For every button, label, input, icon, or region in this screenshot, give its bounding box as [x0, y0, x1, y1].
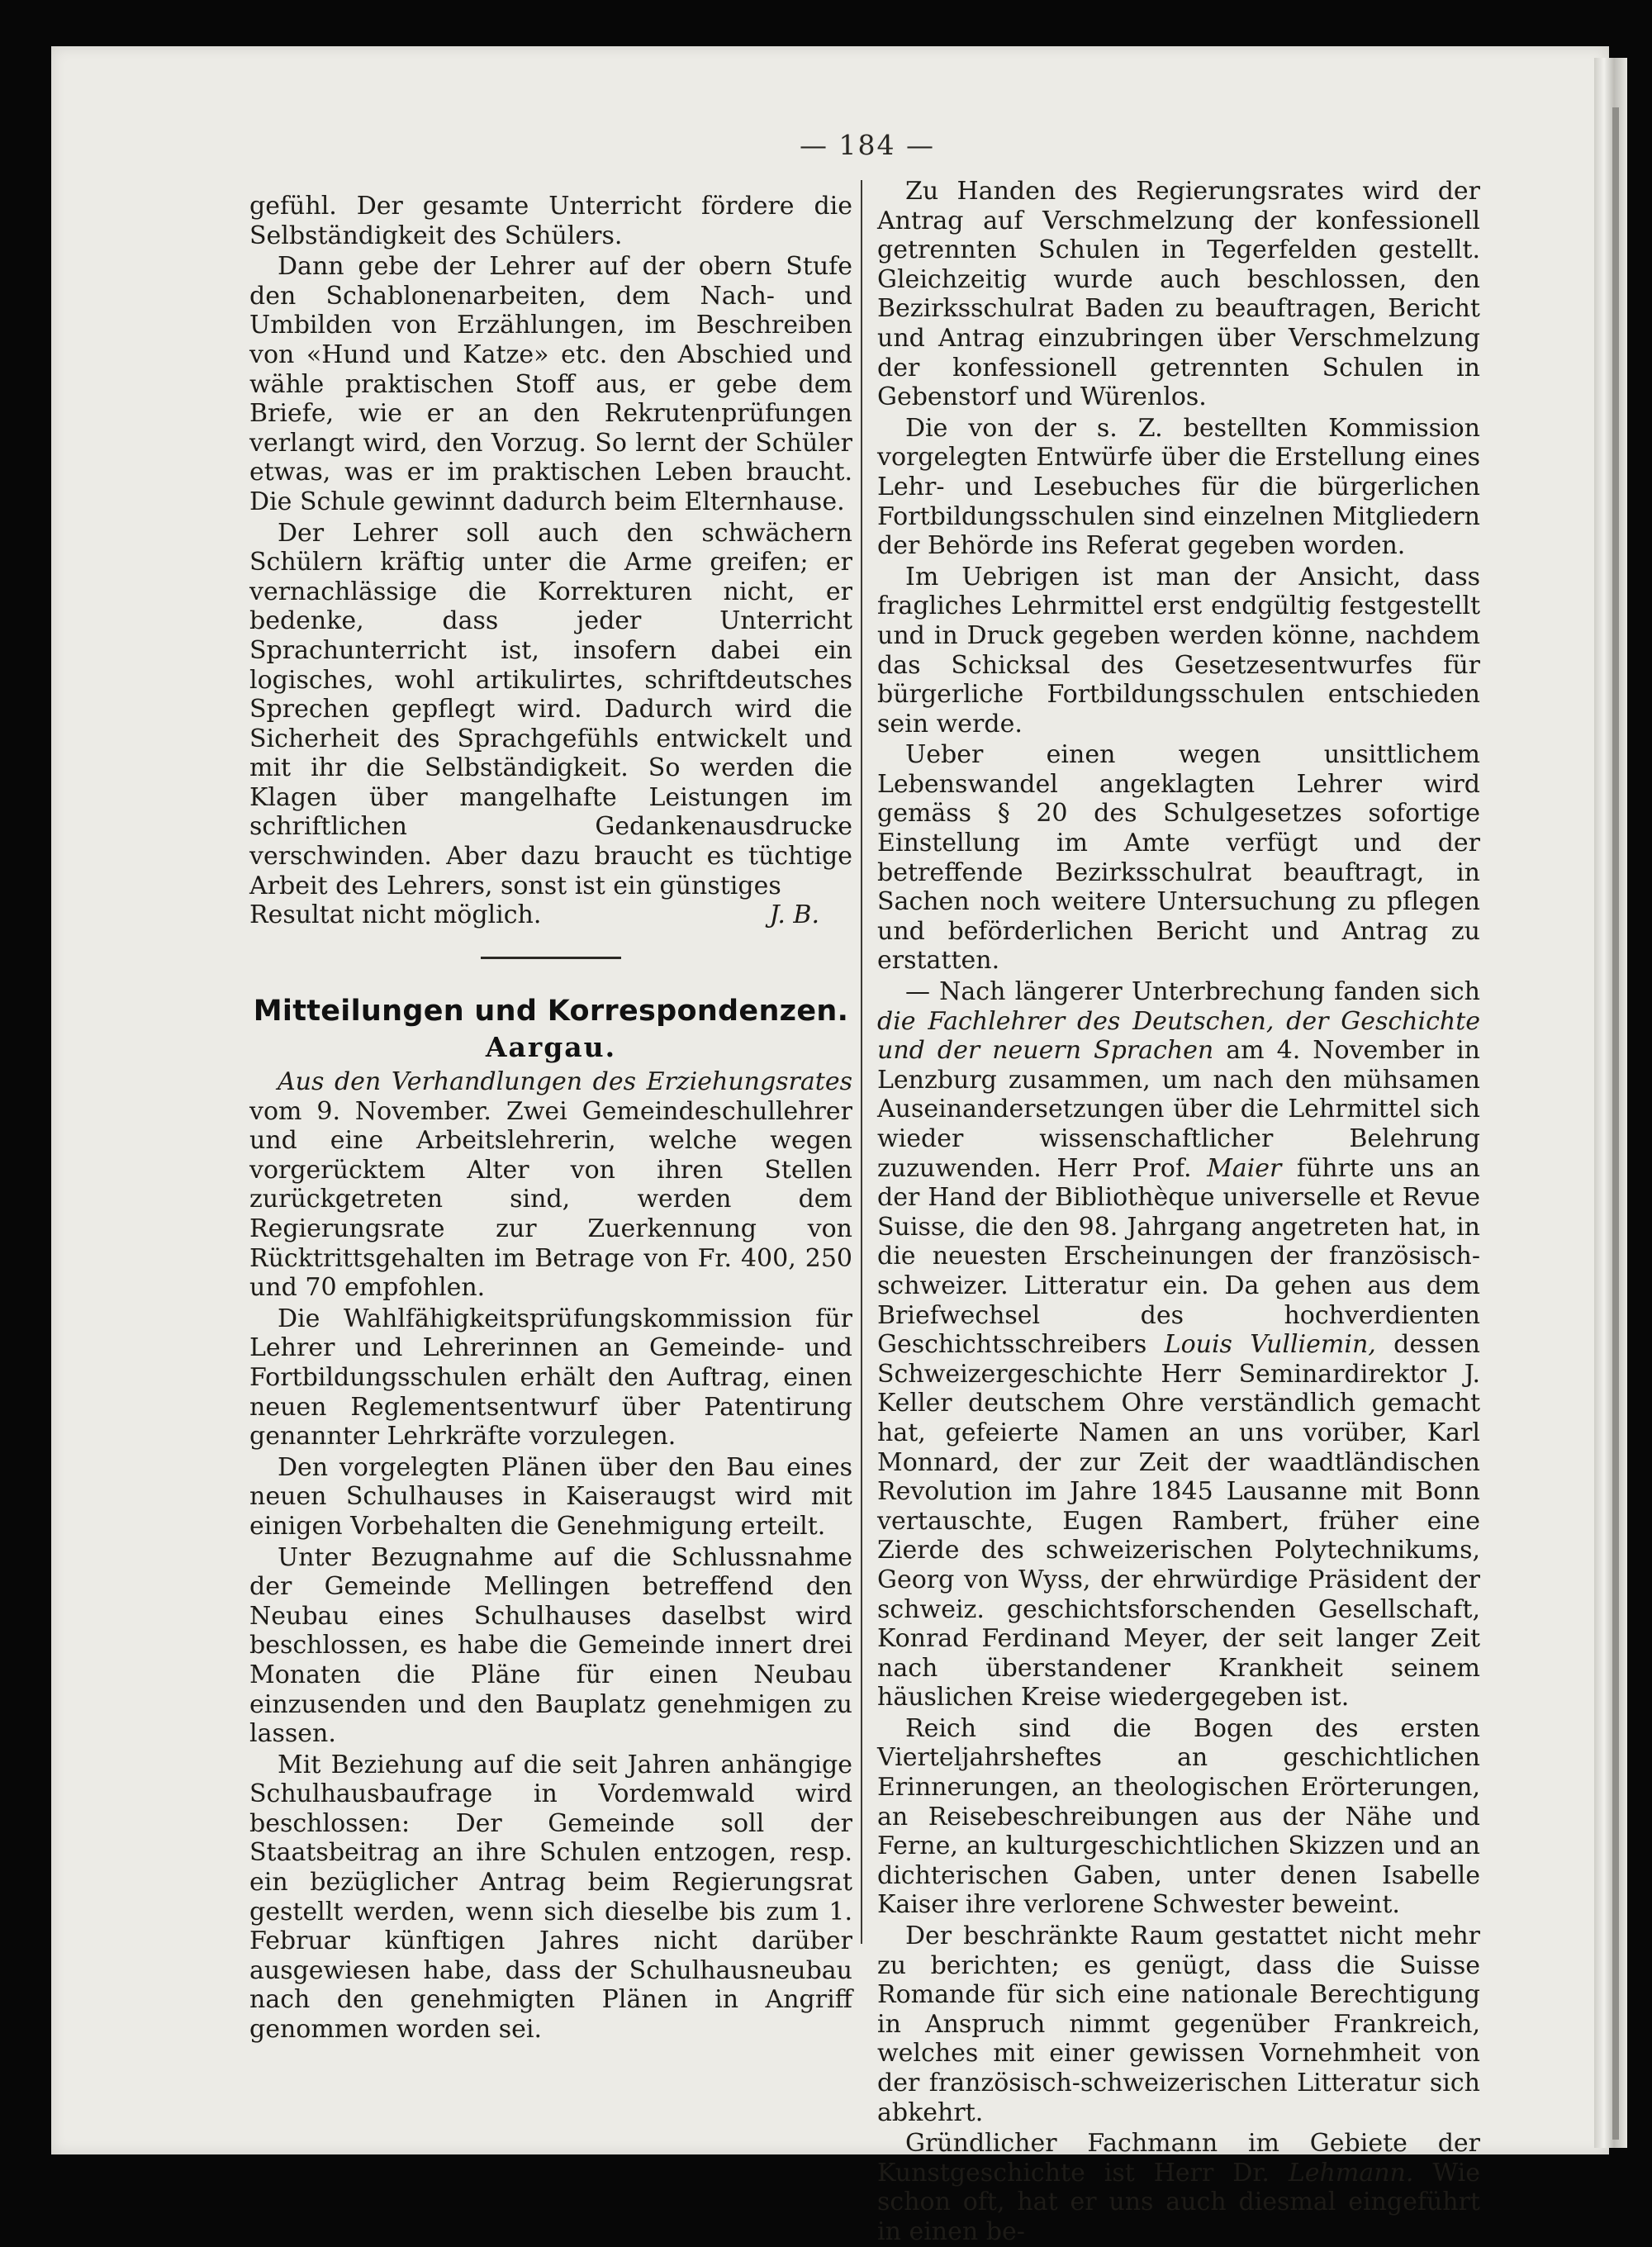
p8-emphasis: Lehmann.	[1288, 2158, 1414, 2188]
left-paragraph-5: Die Wahlfähigkeitsprüfungskommission für Lehrer und Lehrerinnen an Gemeinde- und Fortbildungsschulen erhält den Auftrag, einen neuen Reglementsentwurf über Patentirung genannter Lehrkräfte vorzulegen.	[249, 1304, 852, 1451]
right-paragraph-3: Im Uebrigen ist man der Ansicht, dass fragliches Lehrmittel erst endgültig festgestellt und in Druck gegeben werden könne, nachdem das Schicksal des Gesetzesentwurfes für bürgerliche Fortbildungsschulen entschieden sein werde.	[877, 562, 1480, 739]
page-number: — 184 —	[800, 129, 935, 161]
proceedings-text: vom 9. November. Zwei Gemeindeschullehrer und eine Arbeitslehrerin, welche wegen vorgerücktem Alter von ihren Stellen zurückgetreten sind, werden dem Regierungsrate zur Zuerkennung von Rücktrittsgehalten im Betrage von Fr. 400, 250 und 70 empfohlen.	[249, 1096, 852, 1303]
section-title: Mitteilungen und Korrespondenzen.	[253, 994, 849, 1028]
right-paragraph-2: Die von der s. Z. bestellten Kommission vorgelegten Entwürfe über die Erstellung eines Lehr- und Lesebuches für die bürgerlichen Fortbildungsschulen sind einzelnen Mitgliedern der Behörde ins Referat gegeben worden.	[877, 413, 1480, 561]
right-paragraph-8	[877, 2129, 1480, 2246]
left-paragraph-2: Dann gebe der Lehrer auf der obern Stufe den Schablonenarbeiten, dem Nach- und Umbilden von Erzählungen, im Beschreiben von «Hund und Katze» etc. den Abschied und wähle praktischen Stoff aus, er gebe dem Briefe, wie er an den Rekrutenprüfungen verlangt wird, den Vorzug. So lernt der Schüler etwas, was er im praktischen Leben braucht. Die Schule gewinnt dadurch beim Elternhause.	[249, 252, 852, 516]
right-paragraph-5	[877, 977, 1480, 1713]
region-title: Aargau.	[485, 1031, 617, 1064]
p5-emphasis-3: Louis Vulliemin,	[1164, 1330, 1376, 1360]
right-paragraph-6: Reich sind die Bogen des ersten Vierteljahrsheftes an geschichtlichen Erinnerungen, an theologischen Erörterungen, an Reisebeschreibungen aus der Nähe und Ferne, an kulturgeschichtlichen Skizzen und an dichterischen Gaben, unter denen Isabelle Kaiser ihre verlorene Schwester beweint.	[877, 1713, 1480, 1920]
author-initials: J. B.	[769, 900, 819, 930]
p5-emphasis-2: Maier	[1207, 1153, 1282, 1183]
p8-start: Gründlicher Fachmann im Gebiete der Kunstgeschichte ist Herr Dr.	[877, 2129, 1480, 2188]
right-paragraph-1: Zu Handen des Regierungsrates wird der Antrag auf Verschmelzung der konfessionell getrennten Schulen in Tegerfelden gestellt. Gleichzeitig wurde auch beschlossen, den Bezirksschulrat Baden zu beauftragen, Bericht und Antrag einzubringen über Verschmelzung der konfessionell getrennten Schulen in Gebenstorf und Würenlos.	[877, 177, 1480, 412]
left-paragraph-3: Der Lehrer soll auch den schwächern Schülern kräftig unter die Arme greifen; er vernachlässige die Korrekturen nicht, er bedenke, dass jeder Unterricht Sprachunterricht ist, insofern dabei ein logisches, wohl artikulirtes, schriftdeutsches Sprechen gepflegt wird. Dadurch wird die Sicherheit des Sprachgefühls entwickelt und mit ihr die Selbständigkeit. So werden die Klagen über mangelhafte Leistungen im schriftlichen Gedankenausdrucke verschwinden. Aber dazu braucht es tüchtige Arbeit des Lehrers, sonst ist ein günstiges	[249, 518, 852, 900]
left-paragraph-6: Den vorgelegten Plänen über den Bau eines neuen Schulhauses in Kaiseraugst wird mit einigen Vorbehalten die Genehmigung erteilt.	[249, 1452, 852, 1541]
section-divider	[481, 957, 621, 959]
p5-start: — Nach längerer Unterbrechung fanden sich	[905, 977, 1480, 1007]
p5-mid-2: führte uns an der Hand der Bibliothèque universelle et Revue Suisse, die den 98. Jahrgang angetreten hat, in die neuesten Erscheinungen der französisch-schweizer. Litteratur ein. Da gehen aus dem Briefwechsel des hochverdienten Geschichtsschreibers	[877, 1153, 1481, 1360]
left-paragraph-7: Unter Bezugnahme auf die Schlussnahme der Gemeinde Mellingen betreffend den Neubau eines Schulhauses daselbst wird beschlossen, es habe die Gemeinde innert drei Monaten die Pläne für einen Neubau einzusenden und den Bauplatz genehmigen zu lassen.	[249, 1542, 852, 1749]
page-fold	[1612, 107, 1619, 2140]
right-paragraph-7: Der beschränkte Raum gestattet nicht mehr zu berichten; es genügt, dass die Suisse Romande für sich eine nationale Berechtigung in Anspruch nimmt gegenüber Frankreich, welches mit einer gewissen Vornehmheit von der französisch-schweizerischen Litteratur sich abkehrt.	[877, 1922, 1480, 2127]
column-rule	[861, 180, 862, 1944]
page-edge	[1594, 58, 1627, 2148]
left-paragraph-1: gefühl. Der gesamte Unterricht fördere die Selbständigkeit des Schülers.	[249, 192, 852, 250]
right-column	[877, 177, 1480, 2247]
proceedings-lead: Aus den Verhandlungen des Erziehungsrates	[278, 1067, 852, 1097]
p8-end: Wie schon oft, hat er uns auch diesmal eingeführt in einen be-	[877, 2158, 1480, 2246]
signature-line	[249, 900, 852, 930]
left-paragraph-8: Mit Beziehung auf die seit Jahren anhängige Schulhausbaufrage in Vordemwald wird beschlossen: Der Gemeinde soll der Staatsbeitrag an ihre Schulen entzogen, resp. ein bezüglicher Antrag beim Regierungsrat gestellt werden, wenn sich dieselbe bis zum 1. Februar künftigen Jahres nicht darüber ausgewiesen habe, dass der Schulhausneubau nach den genehmigten Plänen in Angriff genommen worden sei.	[249, 1750, 852, 2045]
right-paragraph-4: Ueber einen wegen unsittlichem Lebenswandel angeklagten Lehrer wird gemäss § 20 des Schulgesetzes sofortige Einstellung im Amte verfügt und der betreffende Bezirksschulrat beauftragt, in Sachen noch weitere Untersuchung zu pflegen und beförderlichen Bericht und Antrag zu erstatten.	[877, 740, 1480, 976]
p5-emphasis-1: die Fachlehrer des Deutschen, der Geschichte und der neuern Sprachen	[877, 1006, 1480, 1066]
left-paragraph-3-end: Resultat nicht möglich.	[249, 900, 542, 930]
left-column	[249, 192, 852, 2045]
p5-mid-1: am 4. November in Lenzburg zusammen, um nach den mühsamen Auseinandersetzungen über die Lehrmittel sich wieder wissenschaftlicher Belehrung zuzuwenden. Herr Prof.	[877, 1036, 1480, 1183]
p5-end: dessen Schweizergeschichte Herr Seminardirektor J. Keller deutschem Ohre verständlich gemacht hat, gefeierte Namen an uns vorüber, Karl Monnard, der zur Zeit der waadtländischen Revolution im Jahre 1845 Lausanne mit Bonn vertauschte, Eugen Rambert, früher eine Zierde des schweizerischen Polytechnikums, Georg von Wyss, der ehrwürdige Präsident der schweiz. geschichtsforschenden Gesellschaft, Konrad Ferdinand Meyer, der seit langer Zeit nach überstandener Krankheit seinem häuslichen Kreise wiedergegeben ist.	[877, 1330, 1480, 1713]
left-paragraph-4	[249, 1067, 852, 1303]
